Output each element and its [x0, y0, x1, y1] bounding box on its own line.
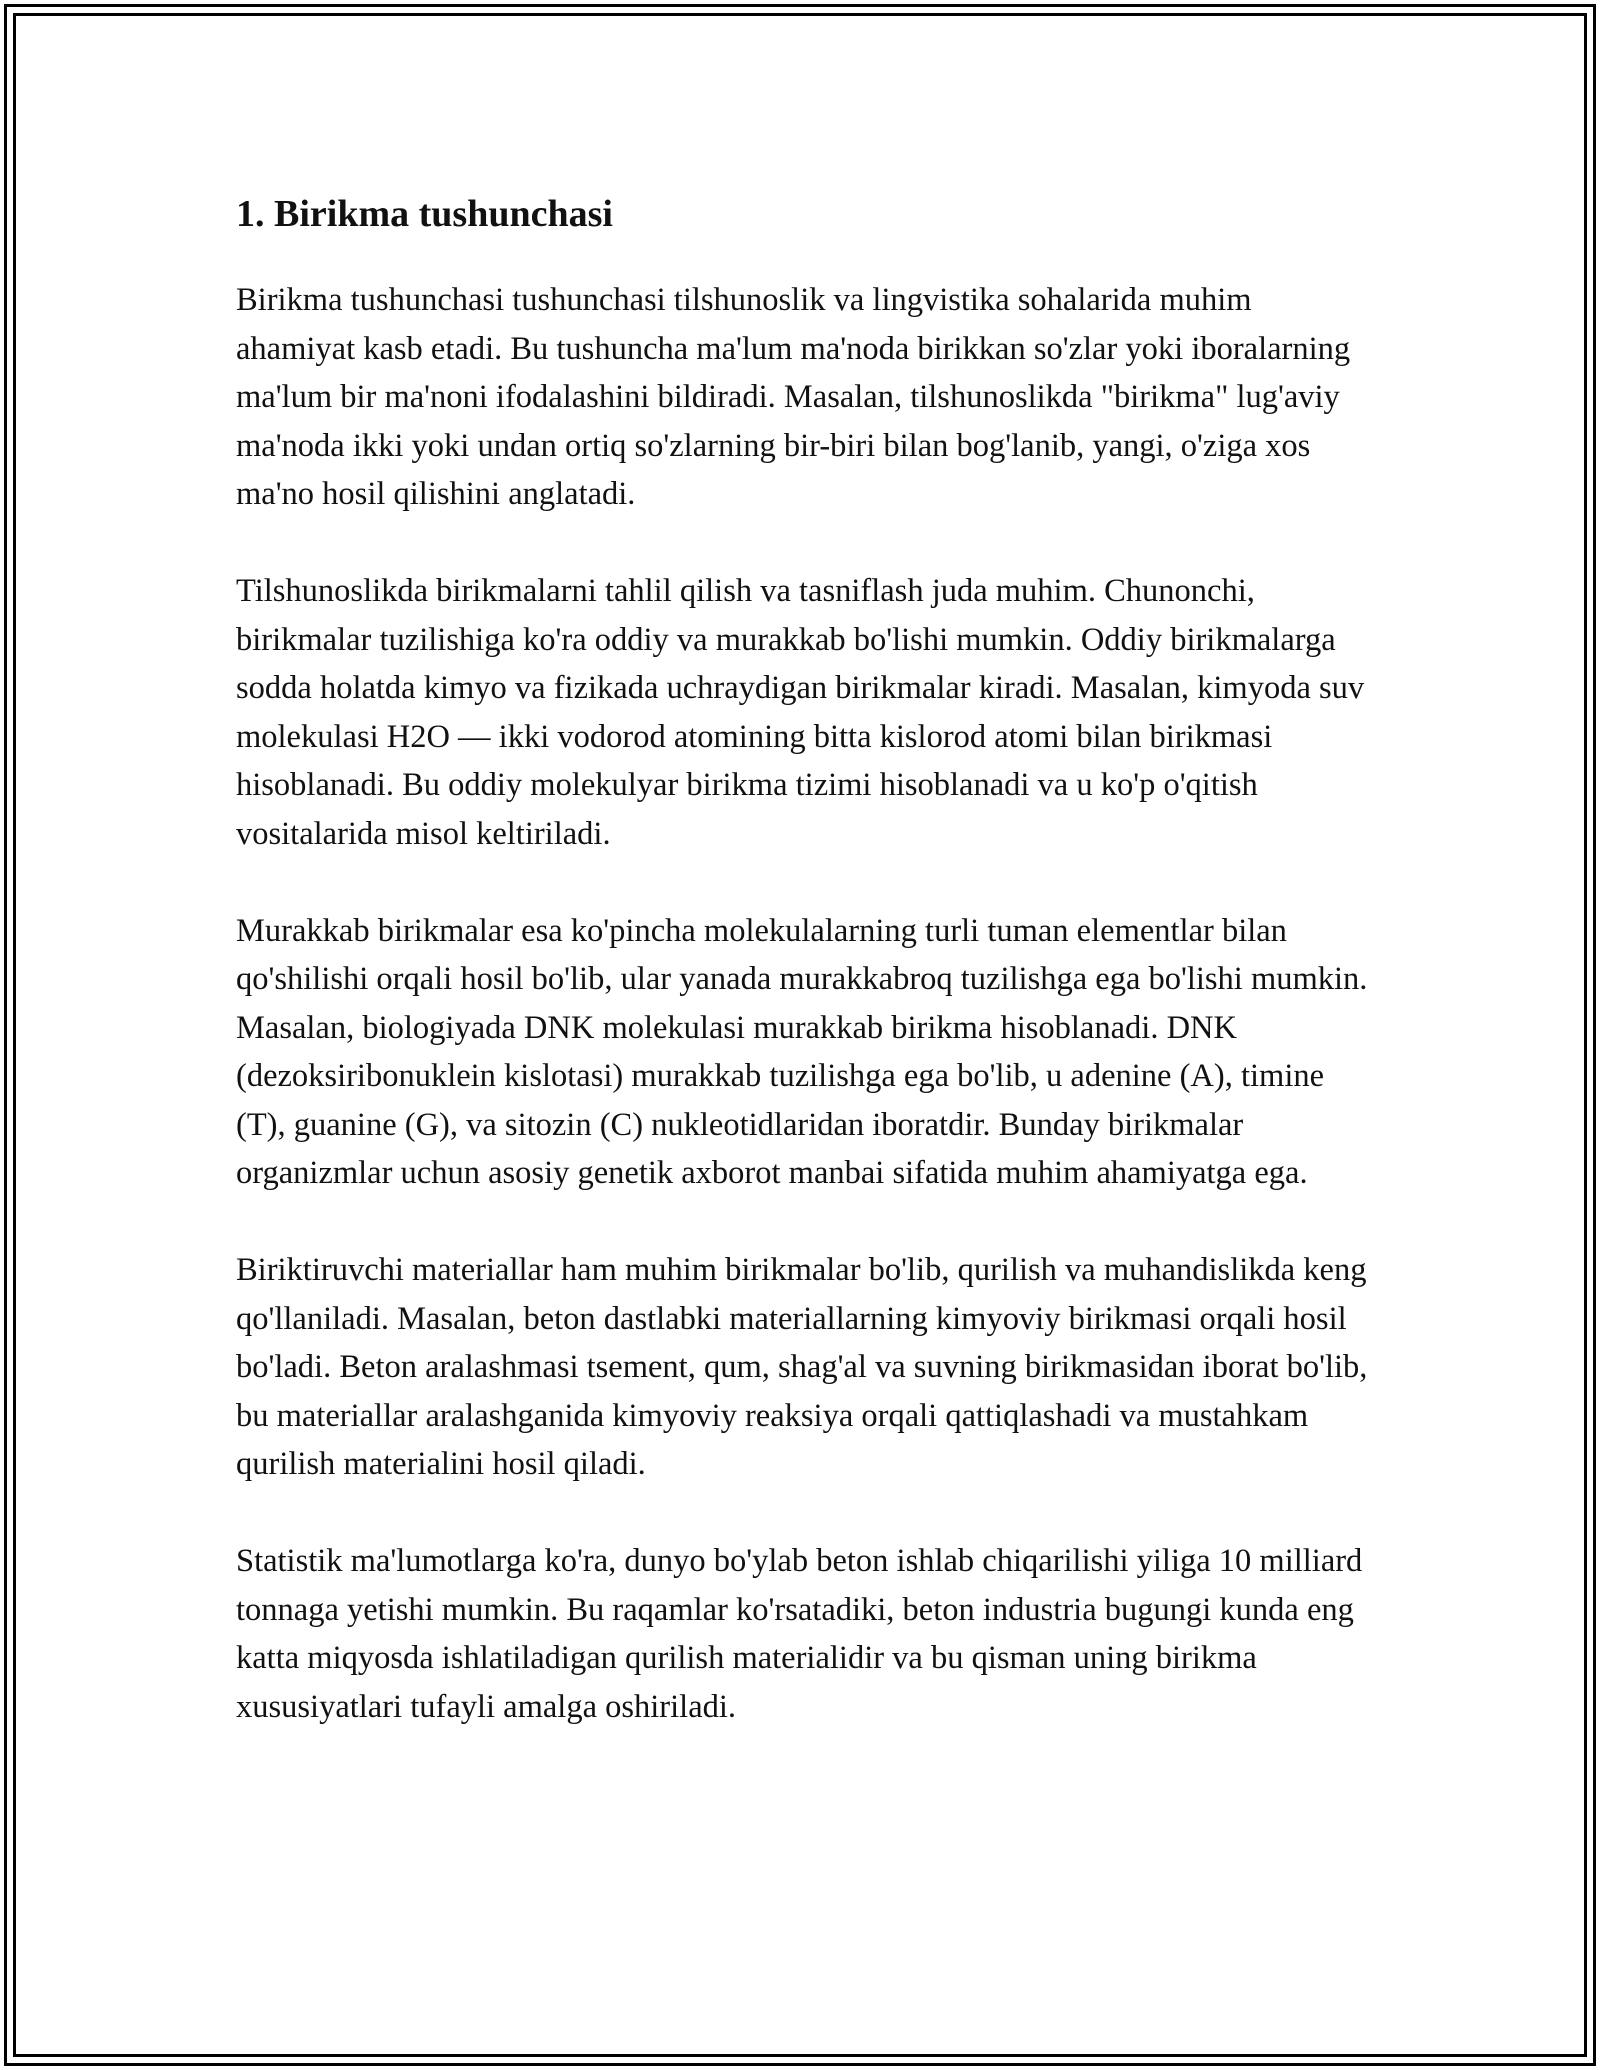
paragraph: Tilshunoslikda birikmalarni tahlil qilish va tasniflash juda muhim. Chunonchi, birikmalar tuzilishiga ko'ra oddiy va murakkab bo'lishi mumkin. Oddiy birikmalarga sodda holatda kimyo va fizikada uchraydigan birikmalar kiradi. Masalan, kimyoda suv molekulasi H2O — ikki vodorod atomining bitta kislorod atomi bilan birikmasi hisoblanadi. Bu oddiy molekulyar birikma tizimi hisoblanadi va u ko'p o'qitish vositalarida misol keltiriladi.	[236, 573, 1365, 852]
document-body	[236, 180, 1376, 1731]
paragraph: Statistik ma'lumotlarga ko'ra, dunyo bo'ylab beton ishlab chiqarilishi yiliga 10 milliard tonnaga yetishi mumkin. Bu raqamlar ko'rsatadiki, beton industria bugungi kunda eng katta miqyosda ishlatiladigan qurilish materialidir va bu qisman uning birikma xususiyatlari tufayli amalga oshiriladi.	[236, 1543, 1363, 1725]
paragraph: Biriktiruvchi materiallar ham muhim birikmalar bo'lib, qurilish va muhandislikda keng qo'llaniladi. Masalan, beton dastlabki materiallarning kimyoviy birikmasi orqali hosil bo'ladi. Beton aralashmasi tsement, qum, shag'al va suvning birikmasidan iborat bo'lib, bu materiallar aralashganida kimyoviy reaksiya orqali qattiqlashadi va mustahkam qurilish materialini hosil qiladi.	[236, 1252, 1368, 1482]
section-heading: 1. Birikma tushunchasi	[236, 193, 613, 235]
paragraph: Murakkab birikmalar esa ko'pincha molekulalarning turli tuman elementlar bilan qo'shilishi orqali hosil bo'lib, ular yanada murakkabroq tuzilishga ega bo'lishi mumkin. Masalan, biologiyada DNK molekulasi murakkab birikma hisoblanadi. DNK (dezoksiribonuklein kislotasi) murakkab tuzilishga ega bo'lib, u adenine (A), timine (T), guanine (G), va sitozin (C) nukleotidlaridan iboratdir. Bunday birikmalar organizmlar uchun asosiy genetik axborot manbai sifatida muhim ahamiyatga ega.	[236, 912, 1368, 1191]
paragraph: Birikma tushunchasi tushunchasi tilshunoslik va lingvistika sohalarida muhim ahamiyat kasb etadi. Bu tushuncha ma'lum ma'noda birikkan so'zlar yoki iboralarning ma'lum bir ma'noni ifodalashini bildiradi. Masalan, tilshunoslikda "birikma" lug'aviy ma'noda ikki yoki undan ortiq so'zlarning bir-biri bilan bog'lanib, yangi, o'ziga xos ma'no hosil qilishini anglatadi.	[236, 282, 1351, 512]
